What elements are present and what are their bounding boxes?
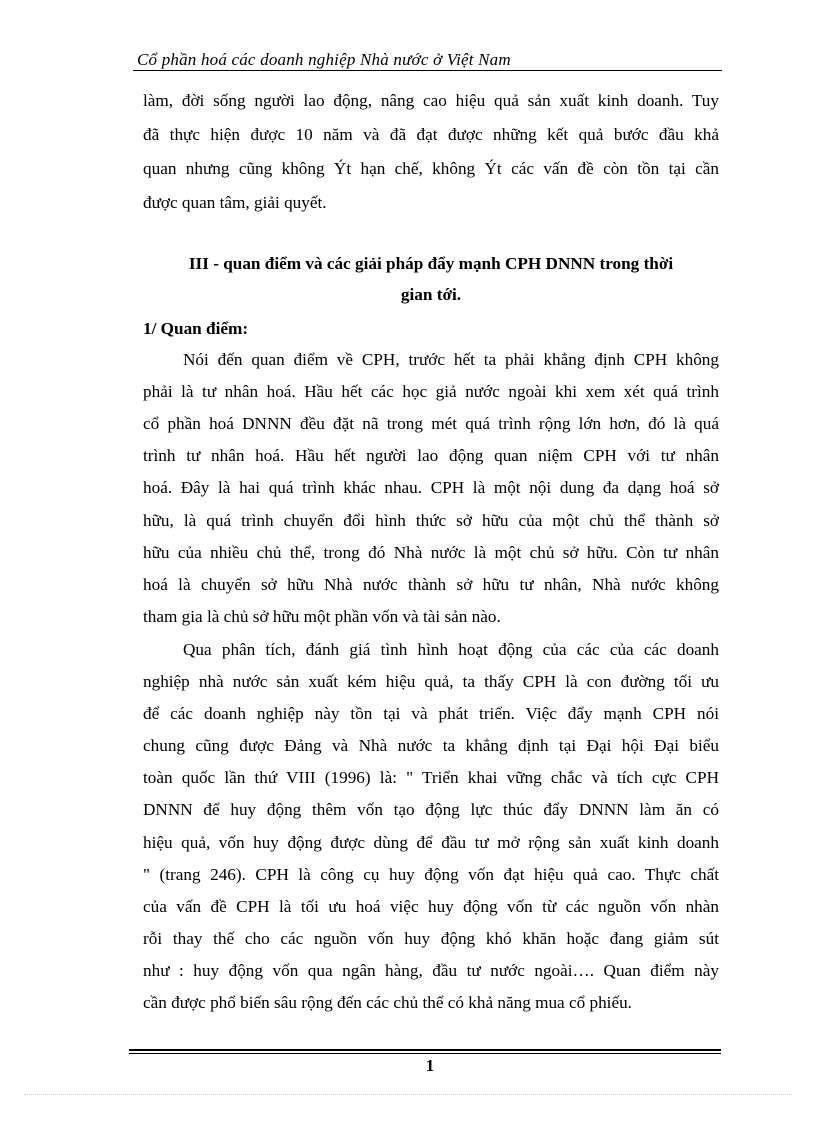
subsection-heading: 1/ Quan điểm: xyxy=(143,319,249,338)
text-line: làm, đời sống người lao động, nâng cao hiệu quả sản xuất kinh doanh. Tuy xyxy=(143,91,719,110)
text-line: quan nhưng cũng không Ýt hạn chế, không Ýt các vấn đề còn tồn tại cần xyxy=(143,159,719,178)
text-line: phải là tư nhân hoá. Hầu hết các học giả nước ngoài khi xem xét quá trình xyxy=(143,382,719,401)
footer-rule-thin xyxy=(129,1053,721,1054)
text-line: tham gia là chủ sở hữu một phần vốn và tài sản nào. xyxy=(143,607,501,626)
running-header xyxy=(133,48,722,72)
header-rule xyxy=(133,70,722,71)
text-line: " (trang 246). CPH là công cụ huy động vốn đạt hiệu quả cao. Thực chất xyxy=(143,865,719,884)
text-line: hữu, là quá trình chuyển đổi hình thức sở hữu của một chủ thể thành sở xyxy=(143,511,719,530)
text-line: đã thực hiện được 10 năm và đã đạt được những kết quả bước đầu khả xyxy=(143,125,719,144)
text-line: nghiệp nhà nước sản xuất kém hiệu quả, ta thấy CPH là con đường tối ưu xyxy=(143,672,719,691)
text-line: rỗi thay thế cho các nguồn vốn huy động khó khăn hoặc đang giảm sút xyxy=(143,929,719,948)
section-heading: III - quan điểm và các giải pháp đẩy mạnh CPH DNNN trong thời xyxy=(188,254,674,273)
text-line: để các doanh nghiệp này tồn tại và phát triển. Việc đẩy mạnh CPH nói xyxy=(143,704,719,723)
page-number: 1 xyxy=(425,1056,435,1075)
text-line: DNNN để huy động thêm vốn tạo động lực thúc đẩy DNNN làm ăn có xyxy=(143,800,719,819)
text-line: chung cũng được Đảng và Nhà nước ta khẳng định tại Đại hội Đại biểu xyxy=(143,736,719,755)
text-line: hoá. Đây là hai quá trình khác nhau. CPH là một nội dung đa dạng hoá sở xyxy=(143,478,719,497)
text-line: hiệu quả, vốn huy động được dùng để đầu tư mở rộng sản xuất kinh doanh xyxy=(143,833,719,852)
text-line: được quan tâm, giải quyết. xyxy=(143,193,327,212)
text-line: hữu của nhiều chủ thể, trong đó Nhà nước là một chủ sở hữu. Còn tư nhân xyxy=(143,543,719,562)
text-line: cổ phần hoá DNNN đều đặt nã trong mét quá trình rộng lớn hơn, đó là quá xyxy=(143,414,719,433)
text-line: Nói đến quan điểm về CPH, trước hết ta phải khẳng định CPH không xyxy=(183,350,719,369)
text-line: toàn quốc lần thứ VIII (1996) là: " Triển khai vững chắc và tích cực CPH xyxy=(143,768,719,787)
page-bottom-dotted-line xyxy=(24,1094,792,1095)
text-line: Qua phân tích, đánh giá tình hình hoạt động của các của các doanh xyxy=(183,640,719,659)
text-line: trình tư nhân hoá. Hầu hết người lao động quan niệm CPH với tư nhân xyxy=(143,446,719,465)
text-line: như : huy động vốn qua ngân hàng, đầu tư nước ngoài…. Quan điểm này xyxy=(143,961,719,980)
running-title: Cổ phần hoá các doanh nghiệp Nhà nước ở Việt Nam xyxy=(137,50,511,69)
section-heading-cont: gian tới. xyxy=(400,285,462,304)
text-line: cần được phổ biến sâu rộng đến các chủ thể có khả năng mua cổ phiếu. xyxy=(143,993,632,1012)
text-line: hoá là chuyển sở hữu Nhà nước thành sở hữu tư nhân, Nhà nước không xyxy=(143,575,719,594)
footer-rule-thick xyxy=(129,1049,721,1051)
text-line: của vấn đề CPH là tối ưu hoá việc huy động vốn từ các nguồn vốn nhàn xyxy=(143,897,719,916)
